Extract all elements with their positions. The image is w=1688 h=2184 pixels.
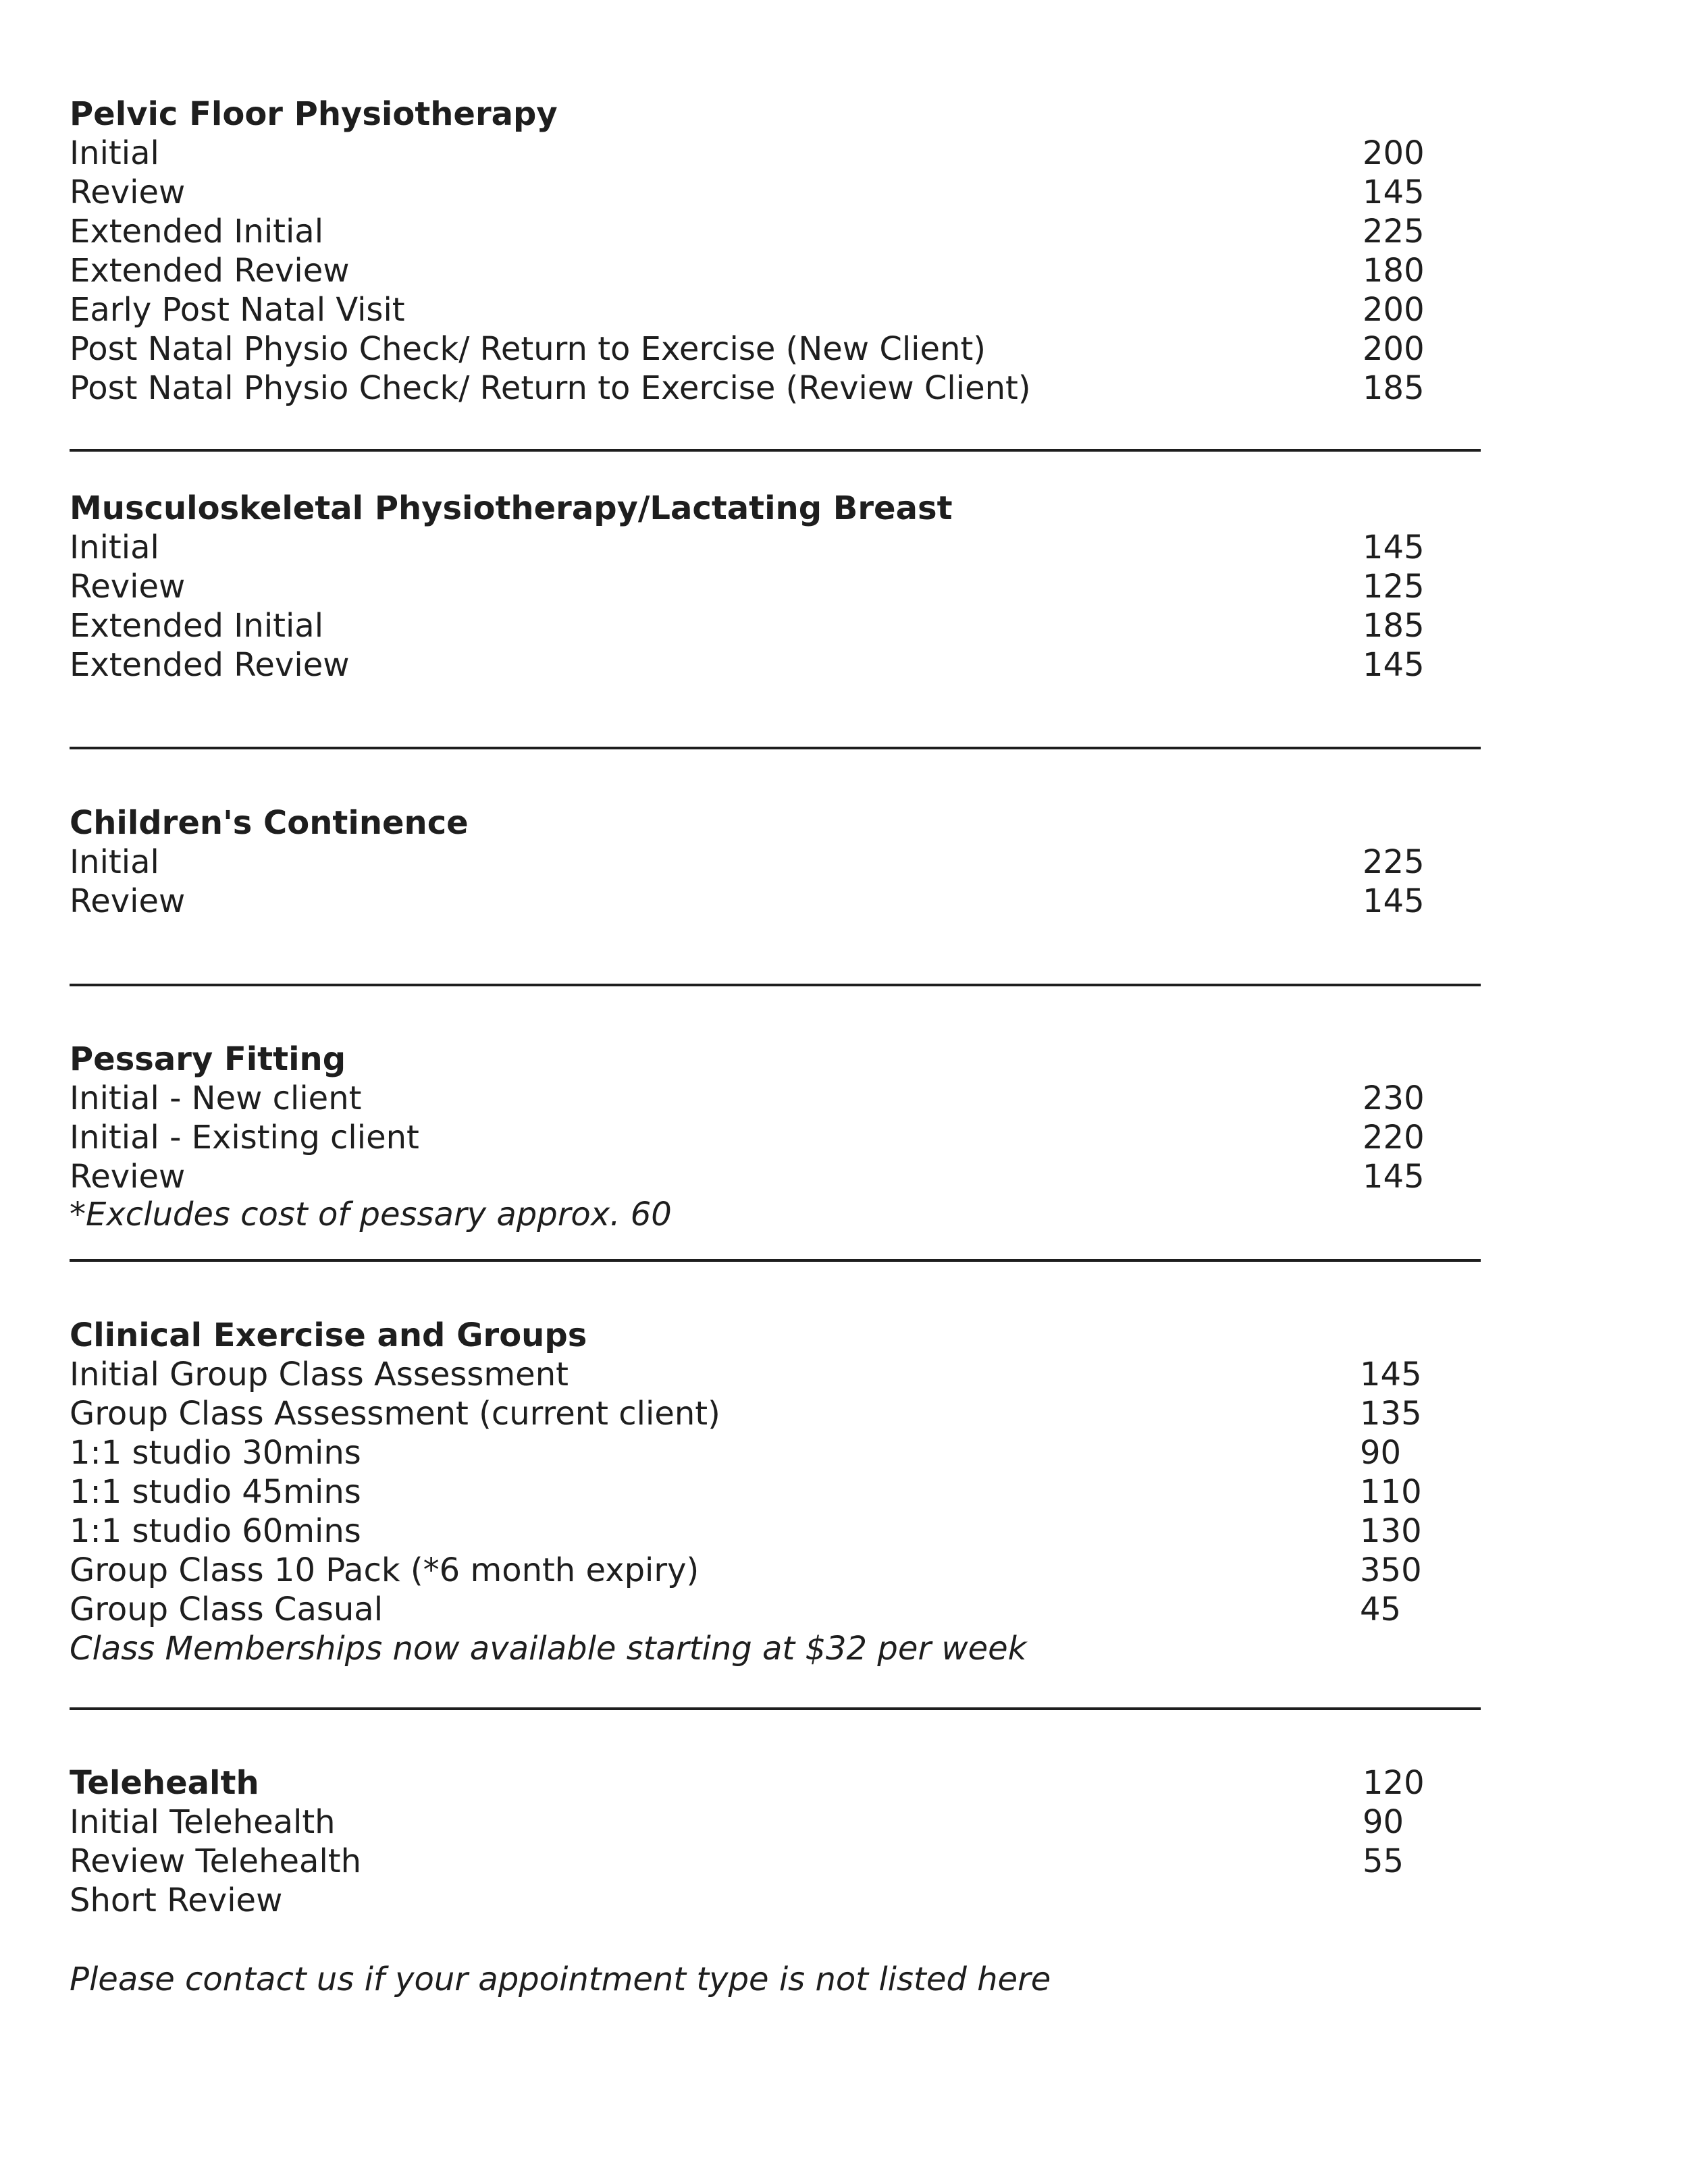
section-divider (70, 747, 1481, 749)
service-price: 90 (1363, 1803, 1404, 1841)
service-label: Extended Initial (70, 213, 324, 250)
service-label: Initial - Existing client (70, 1119, 419, 1156)
service-price: 145 (1363, 174, 1425, 211)
price-row (70, 1590, 1481, 1629)
service-price: 120 (1363, 1764, 1425, 1802)
section-heading: Telehealth (70, 1764, 259, 1802)
service-label: Review (70, 882, 186, 920)
section-divider (70, 984, 1481, 986)
service-price: 55 (1363, 1842, 1404, 1880)
price-row (70, 1472, 1481, 1512)
service-price: 130 (1360, 1512, 1422, 1550)
service-price: 200 (1363, 291, 1425, 329)
service-price: 145 (1363, 646, 1425, 684)
service-price: 110 (1360, 1473, 1422, 1511)
service-price: 145 (1363, 529, 1425, 566)
section-heading: Children's Continence (70, 804, 469, 842)
service-price: 230 (1363, 1080, 1425, 1117)
service-label: Initial Telehealth (70, 1803, 336, 1841)
service-label: Extended Review (70, 252, 350, 290)
footer-note: Please contact us if your appointment type is not listed here (70, 1961, 1051, 1998)
price-row (70, 1881, 1481, 1920)
service-price: 225 (1363, 843, 1425, 881)
service-price: 200 (1363, 134, 1425, 172)
service-label: Initial Group Class Assessment (70, 1356, 569, 1393)
section-heading: Musculoskeletal Physiotherapy/Lactating Breast (70, 489, 953, 527)
price-row (70, 369, 1481, 408)
price-row (70, 567, 1481, 606)
service-price: 180 (1363, 252, 1425, 290)
price-row (70, 606, 1481, 645)
service-label: Group Class 10 Pack (*6 month expiry) (70, 1551, 700, 1589)
section-heading: Pessary Fitting (70, 1040, 346, 1078)
section-note: *Excludes cost of pessary approx. 60 (70, 1196, 672, 1233)
service-label: Short Review (70, 1882, 283, 1919)
service-price: 135 (1360, 1395, 1422, 1433)
service-price: 350 (1360, 1551, 1422, 1589)
price-row (70, 134, 1481, 173)
service-price: 145 (1363, 882, 1425, 920)
price-row (70, 1842, 1481, 1881)
service-price: 45 (1360, 1591, 1402, 1628)
service-label: Initial (70, 843, 159, 881)
service-price: 145 (1360, 1356, 1422, 1393)
service-label: Review (70, 174, 186, 211)
service-price: 225 (1363, 213, 1425, 250)
price-row (70, 329, 1481, 369)
price-row (70, 882, 1481, 921)
section-heading: Clinical Exercise and Groups (70, 1316, 587, 1354)
price-row (70, 528, 1481, 567)
price-row (70, 290, 1481, 329)
price-row (70, 843, 1481, 882)
service-label: Review Telehealth (70, 1842, 362, 1880)
price-row (70, 1355, 1481, 1394)
service-label: Early Post Natal Visit (70, 291, 405, 329)
service-price: 145 (1363, 1158, 1425, 1196)
price-row (70, 1763, 1481, 1803)
service-price: 125 (1363, 568, 1425, 606)
service-label: 1:1 studio 45mins (70, 1473, 361, 1511)
service-label: Post Natal Physio Check/ Return to Exercise (Review Client) (70, 369, 1031, 407)
service-price: 185 (1363, 607, 1425, 645)
service-price: 90 (1360, 1434, 1402, 1472)
service-label: 1:1 studio 60mins (70, 1512, 361, 1550)
service-price: 220 (1363, 1119, 1425, 1156)
service-label: Review (70, 1158, 186, 1196)
service-label: Group Class Casual (70, 1591, 384, 1628)
service-label: Initial (70, 529, 159, 566)
service-label: Review (70, 568, 186, 606)
service-label: Group Class Assessment (current client) (70, 1395, 720, 1433)
price-row (70, 1157, 1481, 1196)
price-row (70, 1433, 1481, 1472)
price-row (70, 645, 1481, 685)
price-row (70, 1551, 1481, 1590)
section-divider (70, 449, 1481, 452)
service-label: Post Natal Physio Check/ Return to Exercise (New Client) (70, 330, 986, 368)
service-label: Extended Initial (70, 607, 324, 645)
price-row (70, 1803, 1481, 1842)
price-row (70, 251, 1481, 290)
service-label: Initial - New client (70, 1080, 362, 1117)
price-row (70, 212, 1481, 251)
section-heading: Pelvic Floor Physiotherapy (70, 95, 558, 133)
price-row (70, 1079, 1481, 1118)
service-price: 200 (1363, 330, 1425, 368)
price-row (70, 1512, 1481, 1551)
section-divider (70, 1707, 1481, 1710)
service-price: 185 (1363, 369, 1425, 407)
price-row (70, 173, 1481, 212)
section-note: Class Memberships now available starting at $32 per week (70, 1630, 1027, 1668)
price-row (70, 1118, 1481, 1157)
service-label: 1:1 studio 30mins (70, 1434, 361, 1472)
section-divider (70, 1259, 1481, 1262)
price-row (70, 1394, 1481, 1433)
service-label: Extended Review (70, 646, 350, 684)
service-label: Initial (70, 134, 159, 172)
